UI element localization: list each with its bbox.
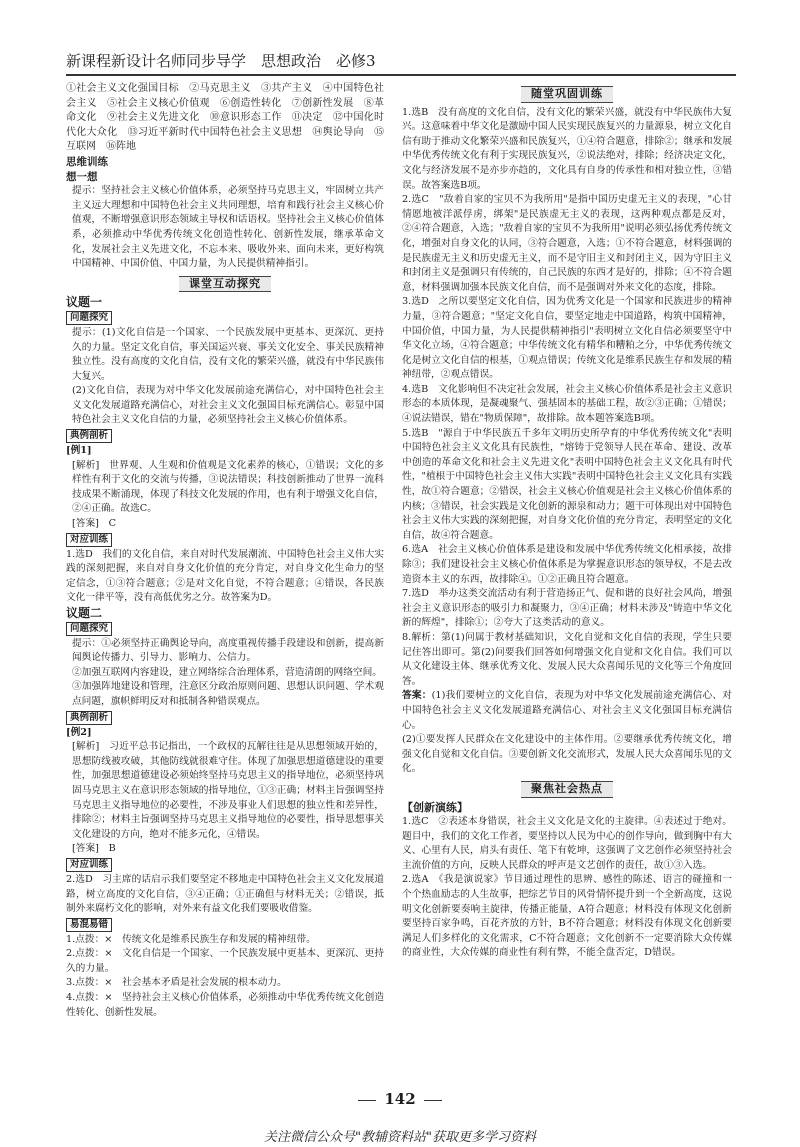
mistake-label: 易混易错 [66, 918, 112, 932]
mistake-item: 1.点拨：× 传统文化是维系民族生存和发展的精神纽带。 [66, 933, 316, 945]
case-label-1: 典例剖析 [66, 429, 112, 443]
footer-note: 关注微信公众号"教辅资料站"获取更多学习资料 [264, 1130, 536, 1145]
example-2-answer: [答案] B [72, 843, 116, 855]
innovation-label: 【创新演练】 [402, 800, 468, 814]
explore-label-2: 问题探究 [66, 622, 112, 636]
practice-1: 1.选D 我们的文化自信，来自对时代发展潮流、中国特色社会主义伟大实践的深刻把握，来自对自身文化价值的充分肯定，对自身文化生命力的坚定信念，①③符合题意；②是对文化自觉，不符合题意；④错误，各民族文化一律平等，没有高低优劣之分。故答案为D。 [66, 548, 384, 604]
answer-item: 5.选B "源自于中华民族五千多年文明历史所孕育的中华优秀传统文化"表明中国特色社会主义文化具有民族性，"熔铸于党领导人民在革命、建设、改革中创造的革命文化和社会主义先进文化"表明中国特色社会主义文化具有时代性，"植根于中国特色社会主义伟大实践"表明中国特色社会主义文化具有实践性，故①符合题意；②错误，社会主义核心价值观是社会主义核心价值体系的内核；③错误，社会实践是文化创新的源泉和动力；题干可体现出对中国特色社会主义伟大实践的深刻把握，对自身文化价值的充分肯定，表明坚定的文化自信，故④符合题意。 [402, 427, 732, 541]
key-terms: ①社会主义文化强国目标 ②马克思主义 ③共产主义 ④中国特色社会主义 ⑤社会主义核心价值观 ⑥创造性转化 ⑦创新性发展 ⑧革命文化 ⑨社会主义先进文化 ⑩意识形态工作 ⑪决定 ⑫中国化时代化大众化 ⑬习近平新时代中国特色社会主义思想 ⑭舆论导向 ⑮互联网 ⑯阵地 [66, 83, 384, 153]
example-2-analysis: [解析] 习近平总书记指出，一个政权的瓦解往往是从思想领域开始的，思想防线被攻破，其他防线就很难守住。体现了加强思想道德建设的重要性，加强思想道德建设必须始终坚持马克思主义的指导地位，必须坚持巩固马克思主义在意识形态领域的指导地位，①③正确；材料主旨强调坚持马克思主义指导地位的必要性，不涉及事业人们思想的独立性和差异性，排除②；材料主旨强调坚持马克思主义指导地位的必要性，指导思想事关文化建设的方向，绝对不能多元化，④错误。 [72, 741, 384, 840]
innovation-item: 2.选A 《我是演说家》节目通过理性的思辨、感性的陈述、语言的碰撞和一个个热血励志的人生故事，把综艺节目的风骨情怀提升到一个全新高度，这说明文化创新要奏响主旋律，传播正能量，A符合题意；材料没有体现文化创新要坚持百家争鸣，百花齐放的方针，B不符合题意；材料没有体现文化创新要满足人们多样化的文化需求，C不符合题意；文化创新不一定要消除大众传媒的商业性，大众传媒的商业性有利有弊，不能全盘否定，D错误。 [402, 874, 732, 959]
topic-two: 议题二 [66, 606, 103, 620]
banner-hotspot-text: 聚焦社会热点 [521, 781, 613, 798]
answer-item: 1.选B 没有高度的文化自信，没有文化的繁荣兴盛，就没有中华民族伟大复兴。这意味着中华文化是激励中国人民实现民族复兴的力量源泉，树立文化自信有助于推动文化繁荣兴盛和民族复兴，①④符合题意，排除②；继承和发展中华优秀传统文化有利于实现民族复兴，②说法绝对，排除；经济决定文化，文化与经济发展不是亦步亦趋的，文化具有自身的传承性和相对独立性，③错误。故答案选B项。 [402, 106, 732, 191]
practice-2: 2.选D 习主席的话启示我们要坚定不移地走中国特色社会主义文化发展道路，树立高度的文化自信，③④正确；①正确但与材料无关；②错误，抵制外来腐朽文化的影响，对外来有益文化我们要吸收借鉴。 [66, 873, 384, 915]
innovation-item: 1.选C ②表述本身错误，社会主义文化是文化的主旋律。④表述过于绝对。题目中，我们的文化工作者，要坚持以人民为中心的创作导向，做到胸中有大义、心里有人民，肩头有责任、笔下有乾坤，这强调了文艺创作必须坚持社会主流价值的方向，反映人民群众的呼声是文艺创作的责任，故①③入选。 [402, 816, 732, 871]
explore2-p3: ③加强阵地建设和管理，注意区分政治原则问题、思想认识问题、学术观点问题，旗帜鲜明反对和抵制各种错误观点。 [72, 681, 384, 707]
answer-item: 7.选D 举办这类交流活动有利于营造扬正气、促和谐的良好社会风尚，增强社会主义意识形态的吸引力和凝聚力，③④正确；材料未涉及"铸造中华文化新的辉煌"，排除①；②夸大了这类活动的意义。 [402, 588, 732, 629]
example-1-label: [例1] [66, 445, 92, 457]
explore-label-1: 问题探究 [66, 311, 112, 325]
answer-2: (2)①要发挥人民群众在文化建设中的主体作用。②要继承优秀传统文化，增强文化自觉和文化自信。③要创新文化交流形式，发展人民大众喜闻乐见的文化。 [402, 734, 732, 775]
case-label-2: 典例剖析 [66, 711, 112, 725]
banner-classroom-text: 课堂互动探究 [179, 276, 271, 293]
explore2-p1: 提示：①必须坚持正确舆论导向，高度重视传播手段建设和创新，提高新闻舆论传播力、引导力、影响力、公信力。 [72, 637, 384, 664]
mistake-item: 4.点拨：× 坚持社会主义核心价值体系，必须推动中华优秀传统文化创造性转化、创新性发展。 [66, 992, 384, 1018]
mistake-item: 2.点拨：× 文化自信是一个国家、一个民族发展中更基本、更深沉、更持久的力量。 [66, 948, 384, 974]
explore1-p1: 提示：(1)文化自信是一个国家、一个民族发展中更基本、更深沉、更持久的力量。坚定文化自信，事关国运兴衰、事关文化安全、事关民族精神独立性。没有高度的文化自信，没有文化的繁荣兴盛，就没有中华民族伟大复兴。 [72, 326, 384, 382]
answer-block [402, 689, 732, 733]
answer-item: 4.选B 文化影响但不决定社会发展，社会主义核心价值体系是社会主义意识形态的本质体现，是凝魂聚气、强基固本的基础工程，故②③正确；①错误；④说法错误，错在"物质保障"，故排除。故本题答案选B项。 [402, 383, 732, 425]
banner-consolidation-text: 随堂巩固训练 [521, 86, 613, 103]
think-label: 想一想 [66, 170, 98, 183]
banner-classroom [66, 276, 384, 293]
page-number: 142 [340, 1090, 460, 1108]
example-2-label: [例2] [66, 726, 92, 738]
answer-item: 6.选A 社会主义核心价值体系是建设和发展中华优秀传统文化相承接，故排除③；我们建设社会主义核心价值体系是为掌握意识形态的领导权，不是去改造资本主义的东西，故排除④。①②正确且符合题意。 [402, 544, 732, 585]
answer-item: 3.选D 之所以要坚定文化自信，因为优秀文化是一个国家和民族进步的精神力量，③符合题意；"坚定文化自信，要坚定地走中国道路，构筑中国精神，中国价值，中国力量，为人民提供精神指引"表明树立文化自信必须要坚守中华文化立场，④符合题意；中华传统文化有精华和糟粕之分，中华优秀传统文化是树立文化自信的根基，①观点错误；传统文化是维系民族生存和发展的精神纽带，②观点错误。 [402, 296, 732, 381]
thinking-title: 思维训练 [66, 155, 108, 168]
think-text: 提示：坚持社会主义核心价值体系，必须坚持马克思主义，牢固树立共产主义远大理想和中国特色社会主义共同理想，培育和践行社会主义核心价值观，不断增强意识形态领域主导权和话语权。坚持社会主义核心价值体系，必须推动中华优秀传统文化创造性转化、创新性发展，继承革命文化，发展社会主义先进文化，不忘本来、吸收外来、面向未来，更好构筑中国精神、中国价值、中国力量，为人民提供精神指引。 [72, 185, 384, 270]
answer-label: 答案： [402, 690, 432, 702]
banner-hotspot [402, 781, 732, 798]
practice-label-2: 对应训练 [66, 858, 112, 872]
answer-item: 8.解析：第(1)问属于教材基础知识，文化自觉和文化自信的表现，学生只要记住答出即可。第(2)问要我们回答如何增强文化自觉和文化自信。我们可以从文化建设主体、继承优秀文化、发展人民大众喜闻乐见的文化等三个角度回答。 [402, 631, 732, 687]
explore1-p2: (2)文化自信，表现为对中华文化发展前途充满信心，对中国特色社会主义文化发展道路充满信心，对社会主义文化强国目标充满信心。彰显中国特色社会主义文化自信的力量，必须坚持社会主义核心价值体系。 [72, 385, 384, 426]
topic-one: 议题一 [66, 295, 103, 310]
mistake-item: 3.点拨：× 社会基本矛盾是社会发展的根本动力。 [66, 977, 287, 989]
answer-item: 2.选C "敌着自家的宝贝不为我所用"是指中国历史虚无主义的表现，"心甘情愿地被洋派俘虏，绑架"是民族虚无主义的表现，这两种观点都是反对，②④符合题意，入选；"敌着自家的宝贝不为我所用"说明必须弘扬优秀传统文化，增强对自身文化的认同，③符合题意，入选；①不符合题意，材料强调的是民族虚无主义和历史虚无主义，而不是守旧主义和封闭主义，因为守旧主义和封闭主义是强调只有传统的，自己民族的东西才是好的，排除；④不符合题意，材料强调加强本民族文化自信，而不是强调对外来文化的态度，排除。 [402, 194, 732, 293]
example-1-answer: [答案] C [72, 518, 117, 530]
explore2-p2: ②加强互联网内容建设，建立网络综合治理体系，营造清朗的网络空间。 [72, 666, 382, 678]
answer-1: (1)我们要树立的文化自信，表现为对中华文化发展前途充满信心、对中国特色社会主义文化发展道路充满信心、对社会主义文化强国目标充满信心。 [402, 690, 732, 731]
example-1-analysis: [解析] 世界观、人生观和价值观是文化素养的核心，①错误；文化的多样性有利于文化的交流与传播，③说法错误；科技创新推动了世界一流科技成果不断涌现，体现了科技文化发展的作用，也有利于增强文化自信，②④正确。故选C。 [72, 459, 384, 515]
banner-consolidation [402, 86, 732, 103]
page-header: 新课程新设计名师同步导学 思想政治 必修3 [66, 50, 736, 76]
left-column [66, 82, 384, 1020]
right-column [402, 82, 732, 961]
practice-label-1: 对应训练 [66, 533, 112, 547]
